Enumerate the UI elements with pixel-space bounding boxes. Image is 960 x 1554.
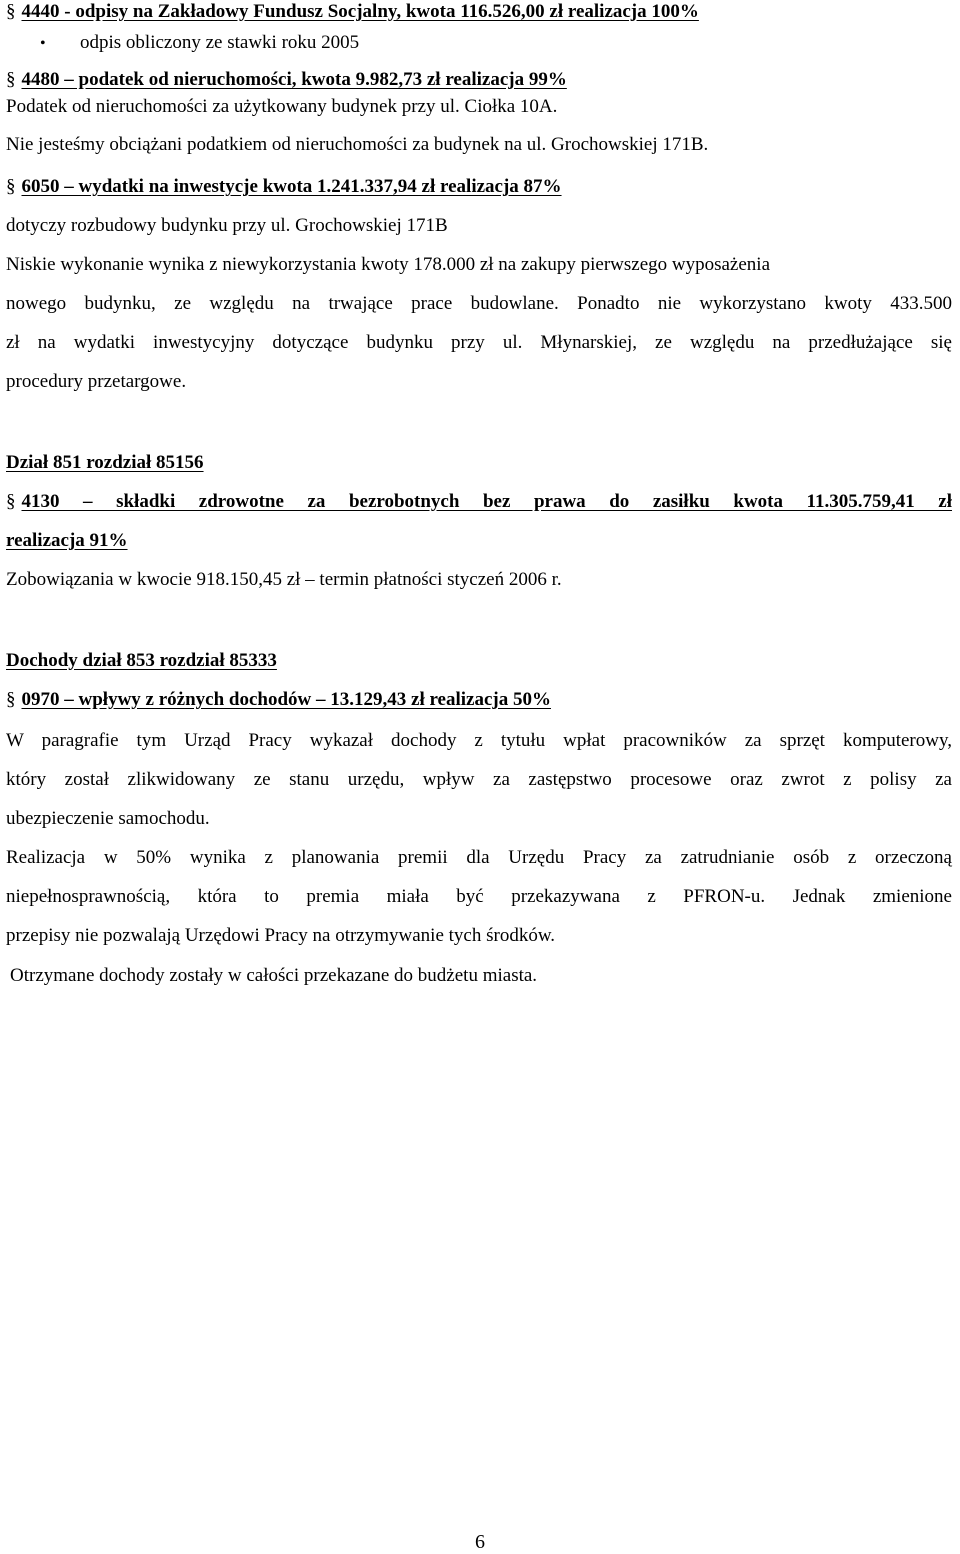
section-4480-heading	[6, 68, 567, 92]
section-4130-line-1: Zobowiązania w kwocie 918.150,45 zł – termin płatności styczeń 2006 r.	[6, 569, 562, 590]
section-6050-line-3: nowego budynku, ze względu na trwające prace budowlane. Ponadto nie wykorzystano kwoty 433.500	[6, 293, 952, 314]
section-6050-line-4: zł na wydatki inwestycyjny dotyczące budynku przy ul. Młynarskiej, ze względu na przedłużające się	[6, 332, 952, 353]
section-4130-heading-line-1	[6, 490, 952, 514]
dzial-851-heading: Dział 851 rozdział 85156	[6, 452, 204, 473]
section-sign: §	[6, 689, 16, 710]
section-4130-heading-line-2: realizacja 91%	[6, 530, 128, 551]
section-4480-line-1: Podatek od nieruchomości za użytkowany budynek przy ul. Ciołka 10A.	[6, 96, 558, 117]
section-4440-heading	[6, 0, 699, 24]
section-6050-heading	[6, 175, 562, 199]
section-0970-para-1-line-3: ubezpieczenie samochodu.	[6, 808, 210, 829]
section-0970-heading-text: 0970 – wpływy z różnych dochodów – 13.129,43 zł realizacja 50%	[21, 689, 551, 710]
dochody-853-heading: Dochody dział 853 rozdział 85333	[6, 650, 277, 671]
section-4480-heading-text: 4480 – podatek od nieruchomości, kwota 9.982,73 zł realizacja 99%	[21, 69, 567, 90]
section-6050-line-5: procedury przetargowe.	[6, 371, 187, 392]
section-4130-heading-text: 4130 – składki zdrowotne za bezrobotnych bez prawa do zasiłku kwota 11.305.759,41 zł	[21, 491, 952, 512]
section-6050-line-1: dotyczy rozbudowy budynku przy ul. Grochowskiej 171B	[6, 215, 448, 236]
section-0970-heading	[6, 688, 551, 712]
section-4440-bullet-item	[40, 31, 359, 56]
page-number: 6	[475, 1531, 485, 1553]
section-4440-heading-text: 4440 - odpisy na Zakładowy Fundusz Socjalny, kwota 116.526,00 zł realizacja 100%	[21, 1, 699, 22]
section-0970-para-1-line-2: który został zlikwidowany ze stanu urzędu, wpływ za zastępstwo procesowe oraz zwrot z polisy za	[6, 769, 952, 790]
section-0970-para-2-line-3: przepisy nie pozwalają Urzędowi Pracy na otrzymywanie tych środków.	[6, 925, 556, 946]
section-6050-line-2: Niskie wykonanie wynika z niewykorzystania kwoty 178.000 zł na zakupy pierwszego wyposażenia	[6, 254, 771, 275]
section-0970-para-2-line-2: niepełnosprawnością, która to premia miała być przekazywana z PFRON-u. Jednak zmienione	[6, 886, 952, 907]
section-0970-para-2-line-1: Realizacja w 50% wynika z planowania premii dla Urzędu Pracy za zatrudnianie osób z orzeczoną	[6, 847, 952, 868]
section-0970-para-3: Otrzymane dochody zostały w całości przekazane do budżetu miasta.	[10, 965, 538, 986]
section-4440-bullet-text: odpis obliczony ze stawki roku 2005	[80, 32, 360, 53]
bullet-icon: •	[40, 35, 46, 52]
section-0970-para-1-line-1: W paragrafie tym Urząd Pracy wykazał dochody z tytułu wpłat pracowników za sprzęt komputerowy,	[6, 730, 952, 751]
section-sign: §	[6, 1, 16, 22]
section-sign: §	[6, 69, 16, 90]
section-4480-line-2: Nie jesteśmy obciążani podatkiem od nieruchomości za budynek na ul. Grochowskiej 171B.	[6, 134, 709, 155]
section-sign: §	[6, 491, 16, 512]
section-6050-heading-text: 6050 – wydatki na inwestycje kwota 1.241.337,94 zł realizacja 87%	[21, 176, 562, 197]
section-sign: §	[6, 176, 16, 197]
